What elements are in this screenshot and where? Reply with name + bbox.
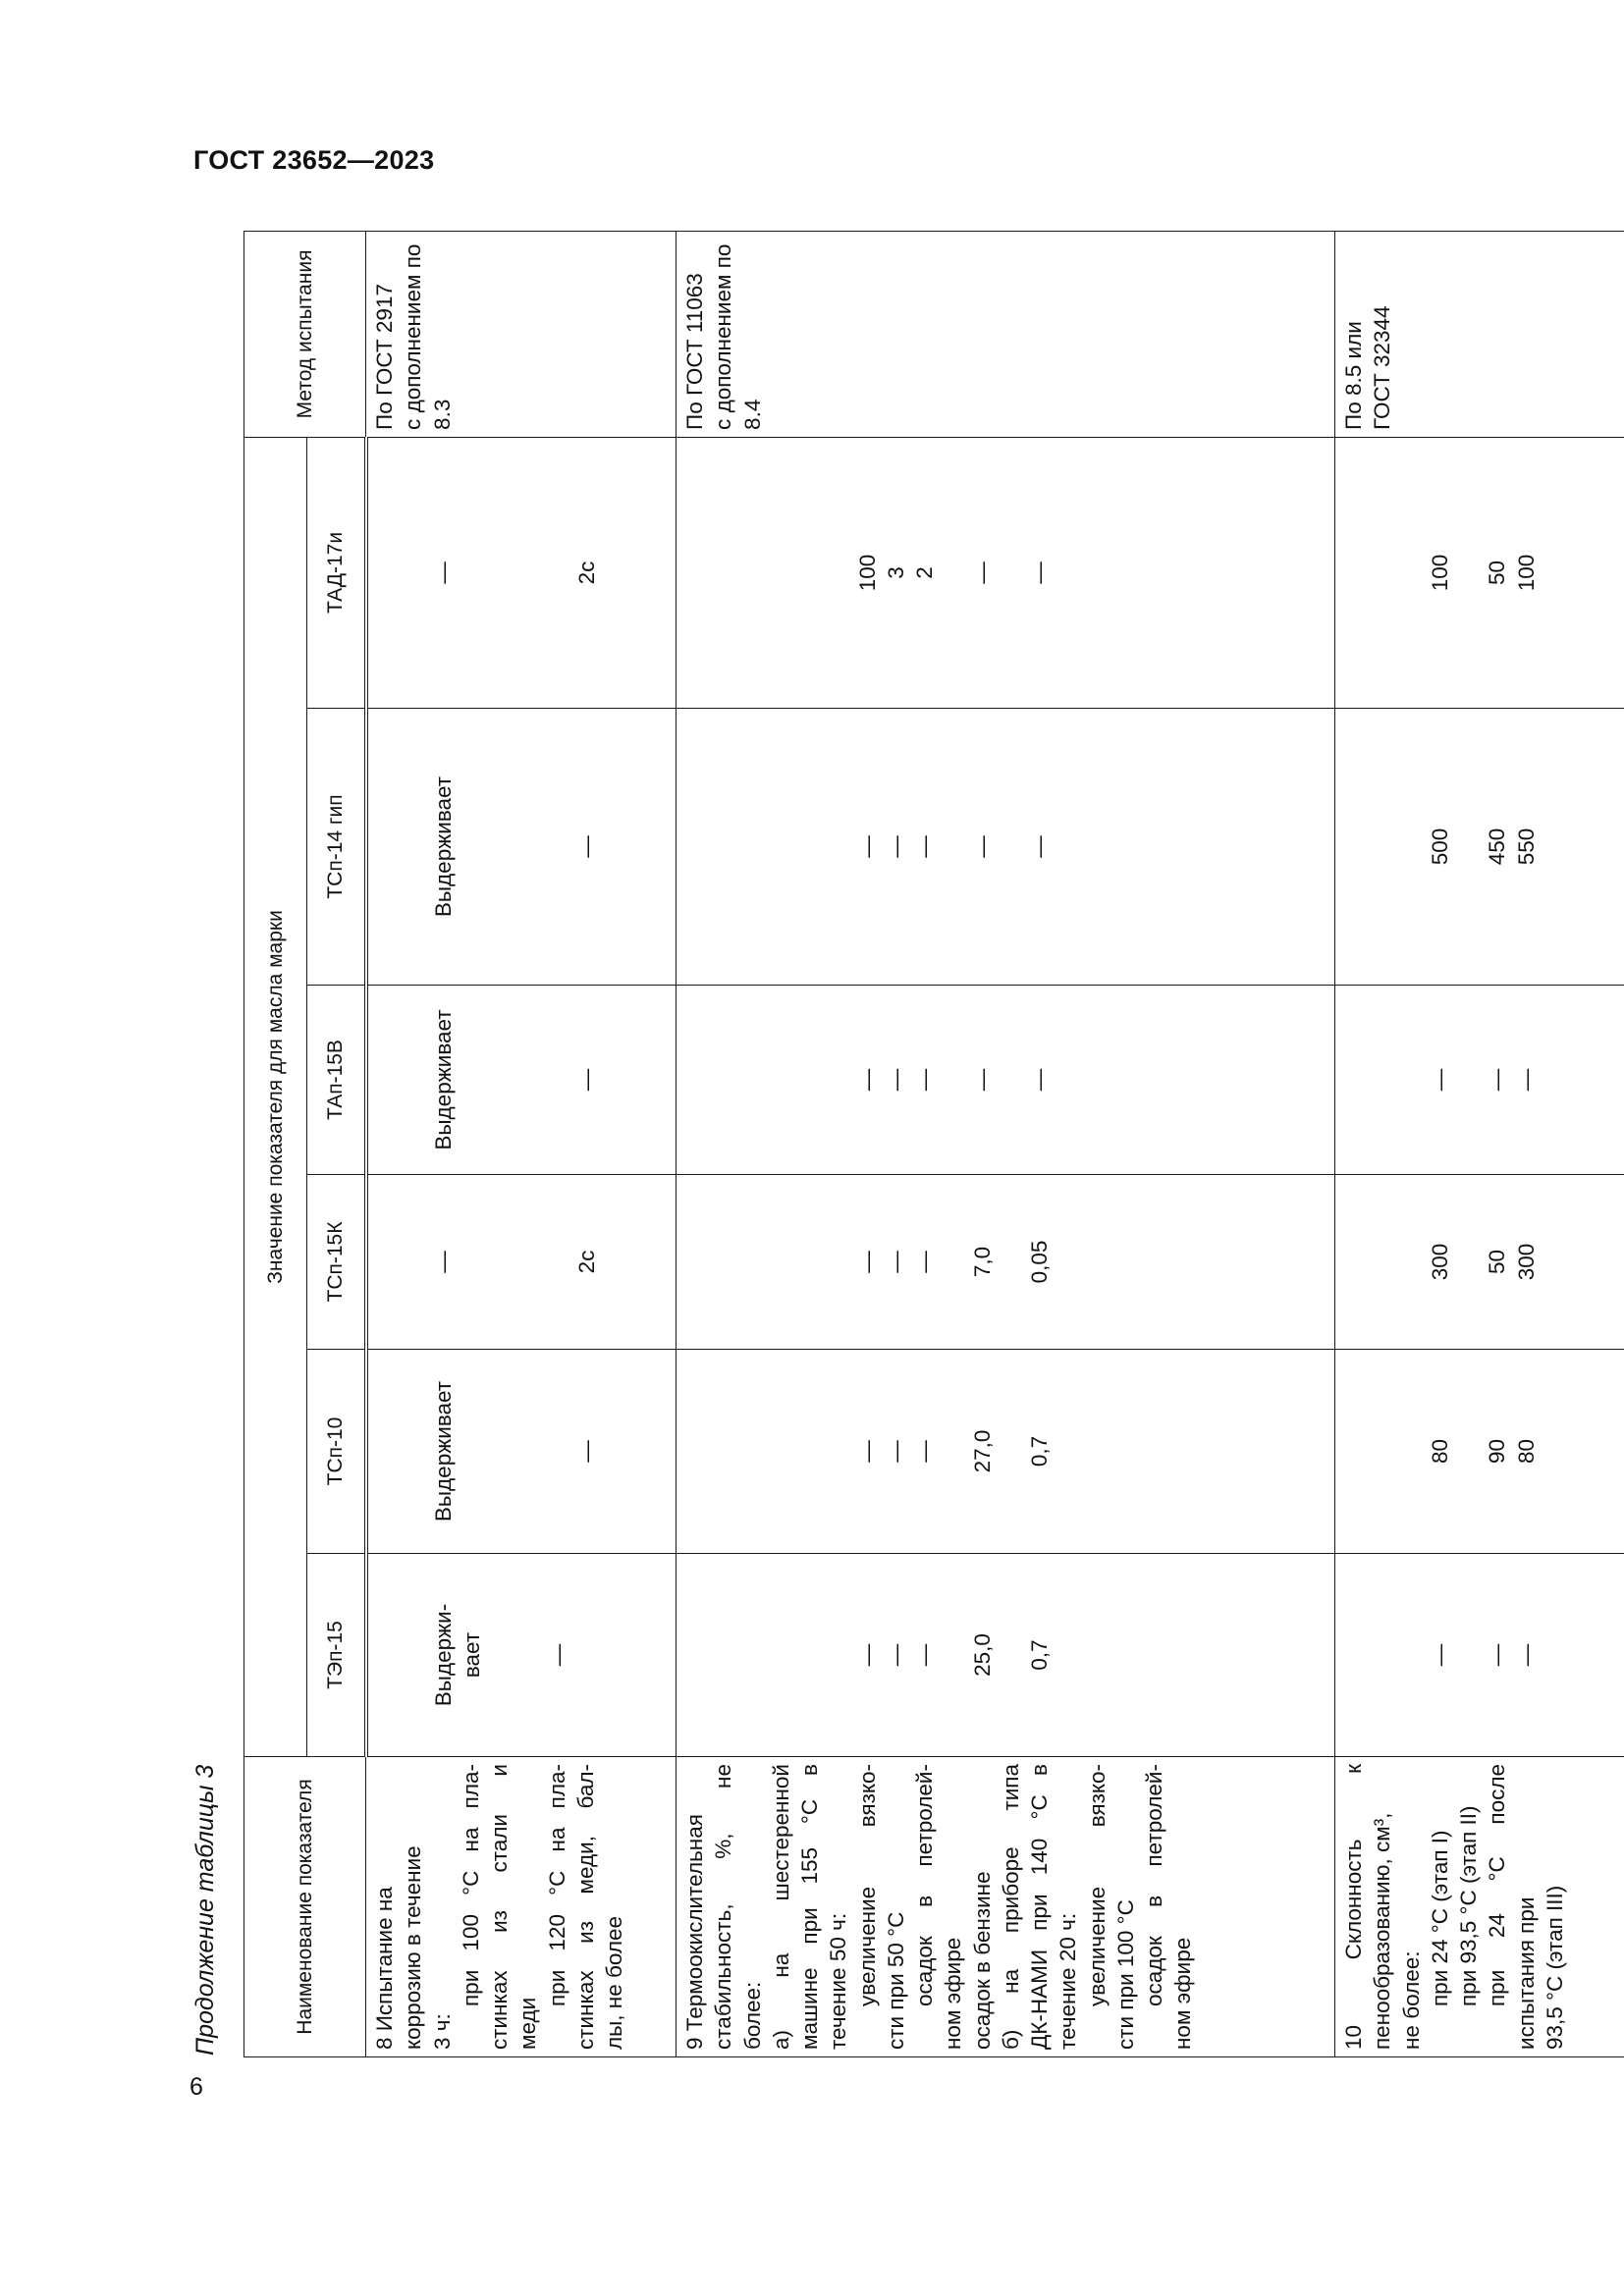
value-text: 2: [912, 566, 937, 579]
indicator-name-line: пенообразованию, см³,: [1370, 1812, 1395, 2050]
value-text: —: [883, 1251, 908, 1273]
value-cell: [366, 1554, 677, 1757]
test-method-line: 8.4: [739, 399, 765, 430]
document-header: ГОСТ 23652—2023: [193, 145, 435, 175]
value-text: 0,7: [1027, 1435, 1052, 1468]
value-text: 550: [1513, 828, 1539, 866]
value-text: 90: [1485, 1438, 1510, 1465]
indicator-name-line: 93,5 °С (этап III): [1542, 1885, 1567, 2050]
continuation-label: Продолжение таблицы 3: [191, 1764, 219, 2056]
value-text: Выдержи-: [431, 1603, 456, 1707]
indicator-name-line: стинках из стали и: [487, 1764, 512, 2050]
header-name-col: Наименование показателя: [244, 1757, 366, 2057]
value-text: —: [1427, 1643, 1452, 1667]
header-brand: ТАп-15В: [307, 986, 366, 1175]
value-cell: [1335, 1554, 1624, 1757]
indicator-name-line: увеличение вязко-: [1084, 1764, 1110, 2006]
indicator-name-cell: [366, 1757, 677, 2057]
value-text: —: [854, 1440, 880, 1463]
indicator-name-line: стинках из меди, бал-: [572, 1764, 598, 2050]
indicator-name-line: 8 Испытание на: [372, 1887, 397, 2050]
value-text: 2с: [574, 1250, 600, 1274]
indicator-name-line: 3 ч:: [429, 2013, 455, 2050]
value-text: 0,7: [1027, 1639, 1052, 1671]
value-text: —: [912, 1440, 937, 1463]
indicator-name-line: машине при 155 °С в: [797, 1764, 822, 2050]
indicator-name-line: ДК-НАМИ при 140 °С в: [1027, 1764, 1052, 2050]
page-number: 6: [189, 2073, 203, 2101]
value-text: 3: [883, 566, 908, 579]
value-cell: [366, 1175, 677, 1350]
value-cell: [677, 1554, 1335, 1757]
indicator-name-line: при 24 °С (этап I): [1427, 1830, 1452, 2006]
value-text: —: [969, 1068, 995, 1092]
value-text: —: [546, 1643, 570, 1667]
indicator-name-line: осадок в петролей-: [912, 1764, 937, 2006]
value-text: 25,0: [969, 1633, 995, 1677]
value-cell: [1335, 986, 1624, 1175]
value-text: Выдерживает: [431, 1380, 456, 1522]
value-text: —: [912, 1643, 937, 1667]
indicator-name-cell: [1335, 1757, 1624, 2057]
value-text: 0,05: [1027, 1240, 1052, 1284]
indicator-name-line: течение 50 ч:: [826, 1912, 851, 2050]
indicator-name-line: осадок в петролей-: [1142, 1764, 1166, 2006]
value-text: 100: [854, 554, 880, 592]
value-text: 300: [1427, 1243, 1452, 1281]
value-text: —: [854, 1068, 880, 1092]
test-method-cell: [677, 231, 1335, 437]
value-cell: [677, 1350, 1335, 1554]
value-text: —: [574, 835, 600, 858]
header-brand: ТАД-17и: [307, 437, 366, 708]
test-method-line: ГОСТ 32344: [1370, 305, 1395, 430]
indicator-name-cell: [677, 1757, 1335, 2057]
indicator-name-line: б) на приборе типа: [998, 1764, 1023, 2050]
value-text: —: [883, 1068, 908, 1092]
value-text: —: [854, 1643, 880, 1667]
table-row: [366, 231, 677, 2056]
test-method-cell: [366, 231, 677, 437]
value-text: Выдерживает: [431, 1009, 456, 1150]
value-text: —: [912, 1068, 937, 1092]
indicator-name-line: при 24 °С после: [1485, 1764, 1510, 2006]
indicator-name-line: испытания при: [1513, 1896, 1539, 2050]
test-method-line: 8.3: [429, 399, 455, 430]
value-text: 27,0: [969, 1429, 995, 1473]
value-text: —: [1027, 1068, 1052, 1092]
indicator-name-line: при 100 °С на пла-: [458, 1764, 483, 2006]
value-cell: [677, 1175, 1335, 1350]
value-text: —: [1485, 1643, 1510, 1667]
value-text: —: [854, 835, 880, 858]
test-method-line: По 8.5 или: [1341, 321, 1366, 430]
value-text: —: [883, 1643, 908, 1667]
indicator-name-line: сти при 100 °С: [1112, 1899, 1138, 2050]
indicator-name-line: при 93,5 °С (этап II): [1456, 1805, 1481, 2006]
value-text: —: [1027, 835, 1052, 858]
value-text: вает: [460, 1631, 485, 1679]
test-method-line: с дополнением по: [711, 243, 736, 430]
value-text: —: [883, 835, 908, 858]
value-cell: [1335, 1350, 1624, 1554]
header-brand: ТЭп-15: [307, 1554, 366, 1757]
value-cell: [366, 986, 677, 1175]
value-text: —: [969, 835, 995, 858]
value-text: —: [431, 1251, 456, 1273]
value-text: —: [574, 1068, 600, 1092]
value-cell: [1335, 709, 1624, 986]
indicator-name-line: не более:: [1398, 1950, 1424, 2050]
value-text: 7,0: [969, 1246, 995, 1278]
indicator-name-line: лы, не более: [602, 1915, 626, 2050]
indicator-name-line: 9 Термоокислительная: [682, 1814, 707, 2050]
value-text: 100: [1427, 554, 1452, 592]
value-text: 2с: [574, 561, 600, 585]
table-body: [366, 231, 1624, 2056]
header-brand: ТСп-14 гип: [307, 709, 366, 986]
indicator-name-line: увеличение вязко-: [854, 1764, 880, 2006]
indicator-name-line: меди: [515, 1997, 541, 2050]
value-text: —: [1485, 1068, 1510, 1092]
value-cell: [1335, 1175, 1624, 1350]
value-text: 80: [1427, 1438, 1452, 1465]
header-method-col: Метод испытания: [244, 231, 366, 437]
value-cell: [366, 709, 677, 986]
value-text: —: [883, 1440, 908, 1463]
value-cell: [1335, 437, 1624, 708]
value-cell: [366, 437, 677, 708]
value-text: —: [574, 1440, 600, 1463]
indicator-name-line: а) на шестеренной: [768, 1764, 793, 2050]
test-method-cell: [1335, 231, 1624, 437]
header-value-group: Значение показателя для масла марки: [244, 437, 307, 1756]
value-text: —: [969, 561, 995, 584]
value-text: 300: [1513, 1243, 1539, 1281]
value-text: 500: [1427, 828, 1452, 866]
indicator-name-line: более:: [739, 1981, 765, 2050]
value-text: 80: [1513, 1438, 1539, 1465]
value-text: 100: [1513, 554, 1539, 592]
value-text: —: [1513, 1643, 1539, 1667]
value-text: —: [1027, 561, 1052, 584]
value-text: 450: [1485, 828, 1510, 866]
value-cell: [677, 709, 1335, 986]
indicator-name-line: при 120 °С на пла-: [544, 1764, 569, 2006]
table-row: [677, 231, 1335, 2056]
value-cell: [677, 986, 1335, 1175]
header-brand: ТСп-10: [307, 1350, 366, 1554]
spec-table: [244, 231, 1624, 2057]
header-brand: ТСп-15К: [307, 1175, 366, 1350]
test-method-line: с дополнением по: [401, 243, 426, 430]
value-cell: [366, 1350, 677, 1554]
test-method-line: По ГОСТ 11063: [682, 273, 707, 430]
indicator-name-line: ном эфире: [941, 1937, 966, 2050]
indicator-name-line: осадок в бензине: [969, 1871, 995, 2050]
value-text: 50: [1485, 1249, 1510, 1275]
value-text: —: [912, 1251, 937, 1273]
indicator-name-line: ном эфире: [1170, 1937, 1196, 2050]
value-text: —: [912, 835, 937, 858]
indicator-name-line: стабильность, %, не: [711, 1764, 736, 2050]
value-cell: [677, 437, 1335, 708]
table-row: [1335, 231, 1624, 2056]
value-text: Выдерживает: [431, 775, 456, 918]
indicator-name-line: сти при 50 °С: [883, 1911, 908, 2050]
value-text: —: [854, 1251, 880, 1273]
value-text: —: [431, 561, 456, 584]
value-text: 50: [1485, 560, 1510, 585]
value-text: —: [1427, 1068, 1452, 1092]
indicator-name-line: 10 Склонность к: [1341, 1764, 1366, 2050]
indicator-name-line: течение 20 ч:: [1056, 1912, 1081, 2050]
indicator-name-line: коррозию в течение: [401, 1845, 426, 2050]
value-text: —: [1513, 1068, 1539, 1092]
test-method-line: По ГОСТ 2917: [372, 284, 397, 430]
